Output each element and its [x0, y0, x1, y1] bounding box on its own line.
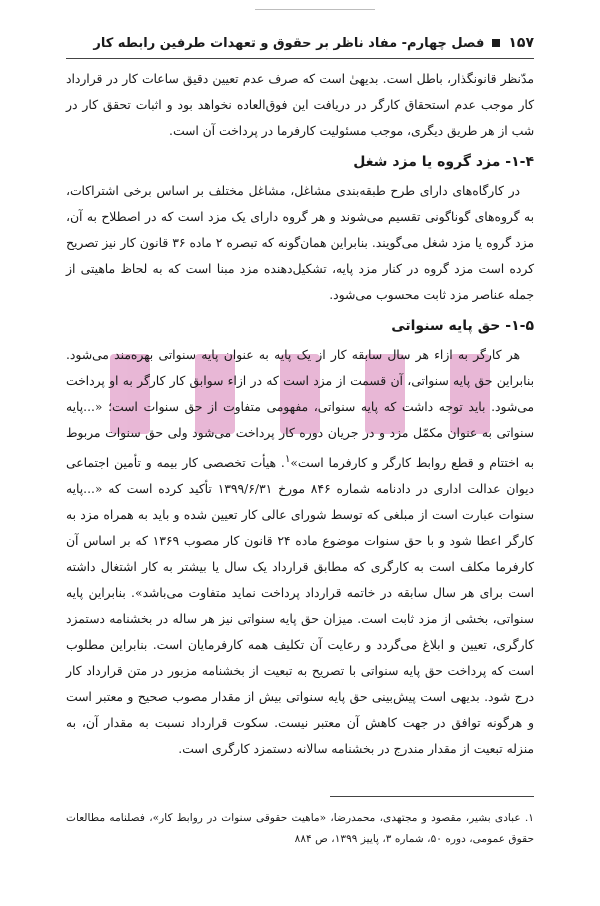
page-number: ۱۵۷ — [508, 35, 534, 51]
running-header — [66, 31, 534, 55]
paragraph-1-5-part-a: هر کارگر به ازاء هر سال سابقه کار از یک پایه به عنوان پایه سنواتی بهره‌مند می‌شود. بنابراین حق پایه سنواتی، آن قسمت از مزد است که در ازاء سوابق کار کارگر به او پرداخت می‌شود. باید توجه داشت که پایه سنواتی، مفهومی متفاوت از حق سنوات است؛ «...پایه سنواتی به عنوان مکمّل مزد و در جریان دوره کار پرداخت می‌شود ولی حق سنوات مربوط به اختتام و قطع روابط کارگر و کارفرما است» — [66, 348, 534, 471]
paragraph-1-4: در کارگاه‌های دارای طرح طبقه‌بندی مشاغل، مشاغل مختلف بر اساس برخی اشتراکات، به گروه‌های گوناگونی تقسیم می‌شوند و هر گروه دارای یک مزد است که در اصطلاح به آن، مزد گروه یا مزد شغل می‌گویند. بنابراین همان‌گونه که تبصره ۲ ماده ۳۶ قانون کار نیز تصریح کرده است مزد گروه در کنار مزد پایه، تشکیل‌دهنده مزد مبنا است که به لحاظ ماهیتی از جمله عناصر مزد ثابت محسوب می‌شود. — [66, 184, 534, 302]
paragraph-intro: مدّنظر قانونگذار، باطل است. بدیهیٰ است که صرف عدم تعیین دقیق ساعات کار در قرارداد کار موجب عدم استحقاق کارگر در دریافت این فوق‌العاده نخواهد بود و اثبات تحقق کار در شب از هر طریق دیگری، موجب مسئولیت کارفرما در پرداخت آن است. — [66, 72, 534, 138]
scan-artifact — [255, 9, 375, 10]
footnote-ref[interactable]: ۱ — [284, 453, 291, 465]
footnote-area — [66, 808, 534, 850]
running-title: فصل چهارم- مفاد ناظر بر حقوق و تعهدات طرفین رابطه کار — [93, 35, 485, 51]
footnote-1: ۱. عبادی بشیر، مقصود و مجتهدی، محمدرضا، «ماهیت حقوقی سنوات در روابط کار»، فصلنامه مطالعات حقوق عمومی، دوره ۵۰، شماره ۳، پاییز ۱۳۹۹، ص ۸۸۴ — [66, 812, 534, 845]
section-heading-1-4: ۱-۴- مزد گروه یا مزد شغل — [353, 154, 534, 170]
header-divider — [66, 58, 534, 59]
paragraph-1-5-part-b: . هیأت تخصصی کار بیمه و تأمین اجتماعی دیوان عدالت اداری در دادنامه شماره ۸۴۶ مورخ ۱۳۹۹/۶/۳۱ تأکید کرده است که «...پایه سنوات عبارت است از مبلغی که توسط شورای عالی کار تعیین شده و باید به همراه مزد به کارگر اعطا شود و با حق سنوات موضوع ماده ۲۴ قانون کار مصوب ۱۳۶۹ که بر اساس آن کارفرما مکلف است به کارگری که مطابق قرارداد یک سال یا بیشتر به کار اشتغال داشته است برای هر سال سابقه در خاتمه قرارداد پرداخت نماید متفاوت می‌باشد». بنابراین پایه سنواتی، بخشی از مزد ثابت است. میزان حق پایه سنواتی نیز هر ساله در بخشنامه دستمزد کارگری، تعیین و ابلاغ می‌گردد و رعایت آن تکلیف همه کارفرمایان است. بنابراین مطلوب است که پرداخت حق پایه سنواتی با تصریح به تبعیت از بخشنامه مزبور در متن قرارداد کار درج شود. بدیهی است پیش‌بینی حق پایه سنواتی بیش از مقدار مصوب صحیح و معتبر است و هرگونه توافق در جهت کاهش آن معتبر نیست. سکوت قرارداد نسبت به مقدار آن، به منزله تبعیت از مقدار مندرج در بخشنامه سالانه دستمزد کارگری است. — [66, 456, 534, 757]
page-body — [66, 66, 534, 762]
section-heading-1-5: ۱-۵- حق پایه سنواتی — [391, 318, 534, 334]
square-bullet-icon — [492, 39, 500, 47]
footnote-divider — [330, 796, 534, 797]
paragraph-1-5 — [66, 342, 534, 762]
